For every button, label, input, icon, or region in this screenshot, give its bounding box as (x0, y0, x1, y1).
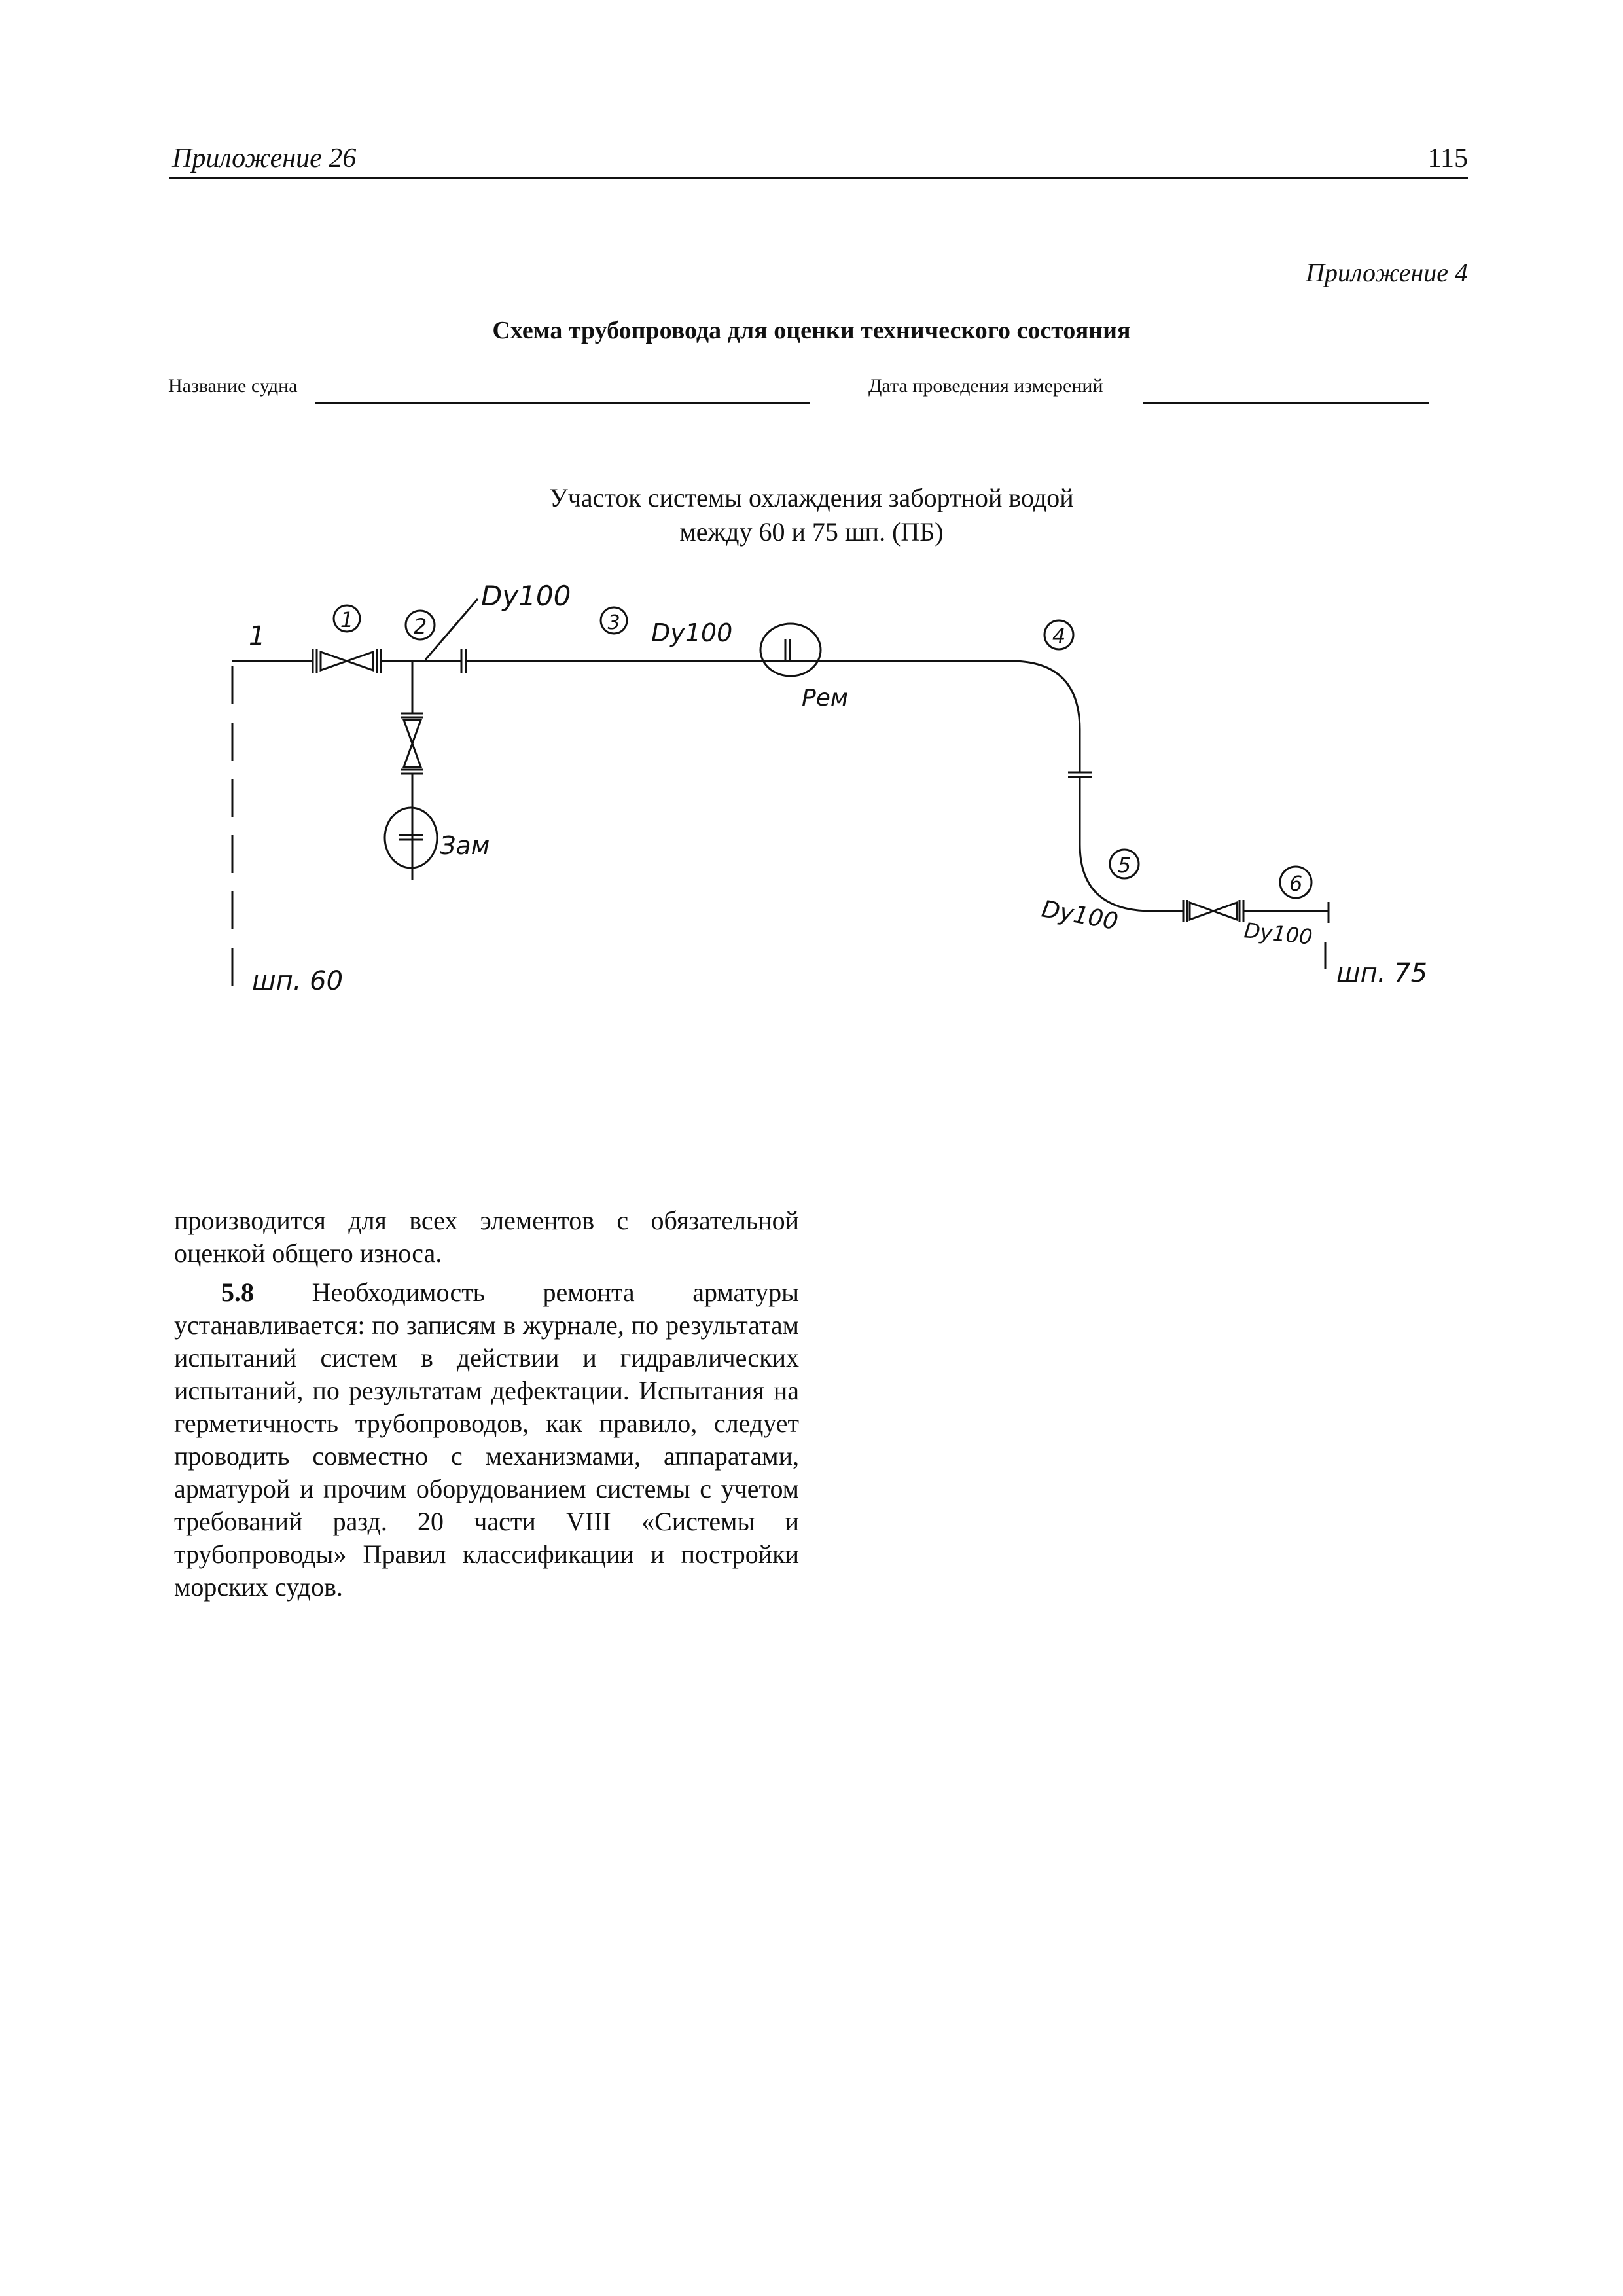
paragraph-2-number: 5.8 (221, 1278, 254, 1307)
valve-6-icon (1183, 900, 1243, 922)
flange-branch-icon (399, 835, 423, 840)
paragraph-2 (174, 1276, 799, 1604)
flange-4-icon (1068, 772, 1092, 777)
marker-1-label: 1 (340, 607, 354, 632)
frame-end-label: шп. 75 (1336, 958, 1428, 988)
replace-marker-icon (385, 808, 437, 868)
du-label-d: Dy100 (1243, 918, 1314, 950)
running-header-title: Приложение 26 (172, 143, 357, 173)
valve-branch-icon (401, 713, 423, 774)
line-number-label: 1 (249, 621, 266, 651)
page-number: 115 (1427, 143, 1468, 173)
paragraph-1: производится для всех элементов с обязательной оценкой общего износа. (174, 1206, 799, 1268)
document-title: Схема трубопровода для оценки технического состояния (492, 317, 1131, 344)
pipe-segment-4 (808, 661, 1080, 772)
pipe-segment-5 (1080, 777, 1183, 911)
frame-start-label: шп. 60 (252, 966, 344, 996)
flange-repair-icon (785, 639, 790, 661)
marker-2-label: 2 (413, 614, 427, 639)
ship-name-label: Название судна (168, 375, 298, 397)
valve-1-icon (313, 649, 381, 673)
du-label-b: Dy100 (651, 619, 733, 647)
marker-4-label: 4 (1052, 624, 1066, 649)
appendix-label: Приложение 4 (1306, 258, 1468, 287)
flange-1-icon (461, 649, 466, 673)
replace-label: Зам (440, 831, 490, 860)
repair-label: Рем (802, 685, 849, 711)
marker-6-label: 6 (1289, 871, 1303, 896)
du-label-a: Dy100 (481, 580, 571, 612)
marker-3-label: 3 (607, 611, 620, 634)
section-title-line-2: между 60 и 75 шп. (ПБ) (679, 517, 944, 547)
section-title-line-1: Участок системы охлаждения забортной водой (549, 483, 1074, 512)
du-label-c: Dy100 (1039, 895, 1120, 936)
body-text-column (174, 1204, 799, 1604)
paragraph-2-text: Необходимость ремонта арматуры устанавливается: по записям в журнале, по результатам испытаний систем в действии и гидравлических испытаний, по результатам дефектации. Испытания на герметичность трубопроводов, как правило, следует проводить совместно с механизмами, аппаратами, арматурой и прочим оборудованием системы с учетом требований разд. 20 части VIII «Системы и трубопроводы» Правил классификации и постройки морских судов. (174, 1278, 799, 1602)
measurement-date-label: Дата проведения измерений (868, 375, 1103, 397)
marker-5-label: 5 (1117, 853, 1132, 878)
